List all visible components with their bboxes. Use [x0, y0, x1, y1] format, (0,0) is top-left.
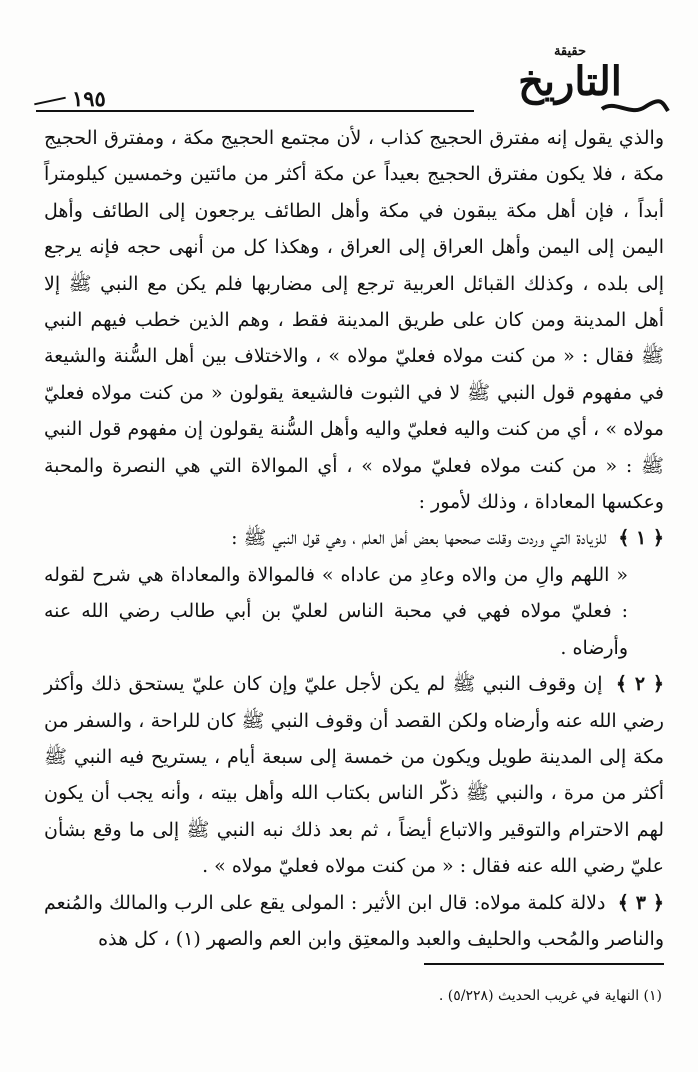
point-2: [44, 666, 664, 884]
footnote-rule: [424, 963, 664, 965]
point-text: للزيادة التي وردت وقلت صححها بعض أهل العلم ، وهي قول النبي ﷺ :: [231, 527, 607, 550]
point-number: ﴿ ٣ ﴾: [617, 891, 665, 914]
point-text: دلالة كلمة مولاه: قال ابن الأثير : المولى يقع على الرب والمالك والمُنعم والناصر والمُحب والحليف والعبد والمعتِق وابن العم والصهر (١) ، كل هذه: [44, 891, 664, 950]
page-number: ١٩٥: [72, 86, 106, 111]
header-dash: [34, 97, 66, 106]
footnote: (١) النهاية في غريب الحديث (٥/٢٢٨) .: [438, 988, 662, 1004]
page-header: [0, 0, 698, 130]
book-title-small: حقيقة: [553, 44, 587, 59]
title-flourish-icon: [600, 97, 670, 119]
point-number: ﴿ ١ ﴾: [618, 527, 664, 550]
intro-paragraph: والذي يقول إنه مفترق الحجيج كذاب ، لأن مجتمع الحجيج مكة ، ومفترق الحجيج مكة ، فلا يكون مفترق الحجيج بعيداً عن مكة أكثر من مائتين وخمسين كيلومتراً أبداً ، فإن أهل مكة يبقون في مكة وأهل الطائف يرجعون إلى الطائف وأهل اليمن إلى اليمن وأهل العراق إلى العراق ، وهكذا كل من أنهى حجه فإنه يرجع إلى بلده ، وكذلك القبائل العربية ترجع إلى مضاربها فلم يكن مع النبي ﷺ إلا أهل المدينة ومن كان على طريق المدينة فقط ، وهم الذين خطب فيهم النبي ﷺ فقال : « من كنت مولاه فعليّ مولاه » ، والاختلاف بين أهل السُّنة والشيعة في مفهوم قول النبي ﷺ لا في الثبوت فالشيعة يقولون « من كنت مولاه فعليّ مولاه » ، أي من كنت واليه فعليّ واليه وأهل السُّنة يقولون إن مفهوم قول النبي ﷺ : « من كنت مولاه فعليّ مولاه » ، أي الموالاة التي هي النصرة والمحبة وعكسها المعاداة ، وذلك لأمور :: [44, 127, 664, 514]
point-1: [44, 520, 664, 666]
book-title: التاريخ: [518, 58, 622, 105]
point-3: [44, 885, 664, 958]
point-number: ﴿ ٢ ﴾: [615, 673, 665, 696]
main-text: [44, 120, 664, 957]
point-text: إن وقوف النبي ﷺ لم يكن لأجل عليّ وإن كان عليّ يستحق ذلك وأكثر رضي الله عنه وأرضاه ولكن القصد أن وقوف النبي ﷺ كان للراحة ، والسفر من مكة إلى المدينة طويل ويكون من خمسة إلى سبعة أيام ، يستريح فيه النبي ﷺ أكثر من مرة ، والنبي ﷺ ذكّر الناس بكتاب الله وأهل بيته ، وأنه يجب أن يكون لهم الاحترام والتوقير والاتباع أيضاً ، ثم بعد ذلك نبه النبي ﷺ إلى ما وقع بشأن عليّ رضي الله عنه فقال : « من كنت مولاه فعليّ مولاه » .: [44, 673, 664, 878]
point-quote: « اللهم والِ من والاه وعادِ من عاداه » فالموالاة والمعاداة هي شرح لقوله : فعليّ مولاه فهي في محبة الناس لعليّ بن أبي طالب رضي الله عنه وأرضاه .: [44, 563, 628, 659]
